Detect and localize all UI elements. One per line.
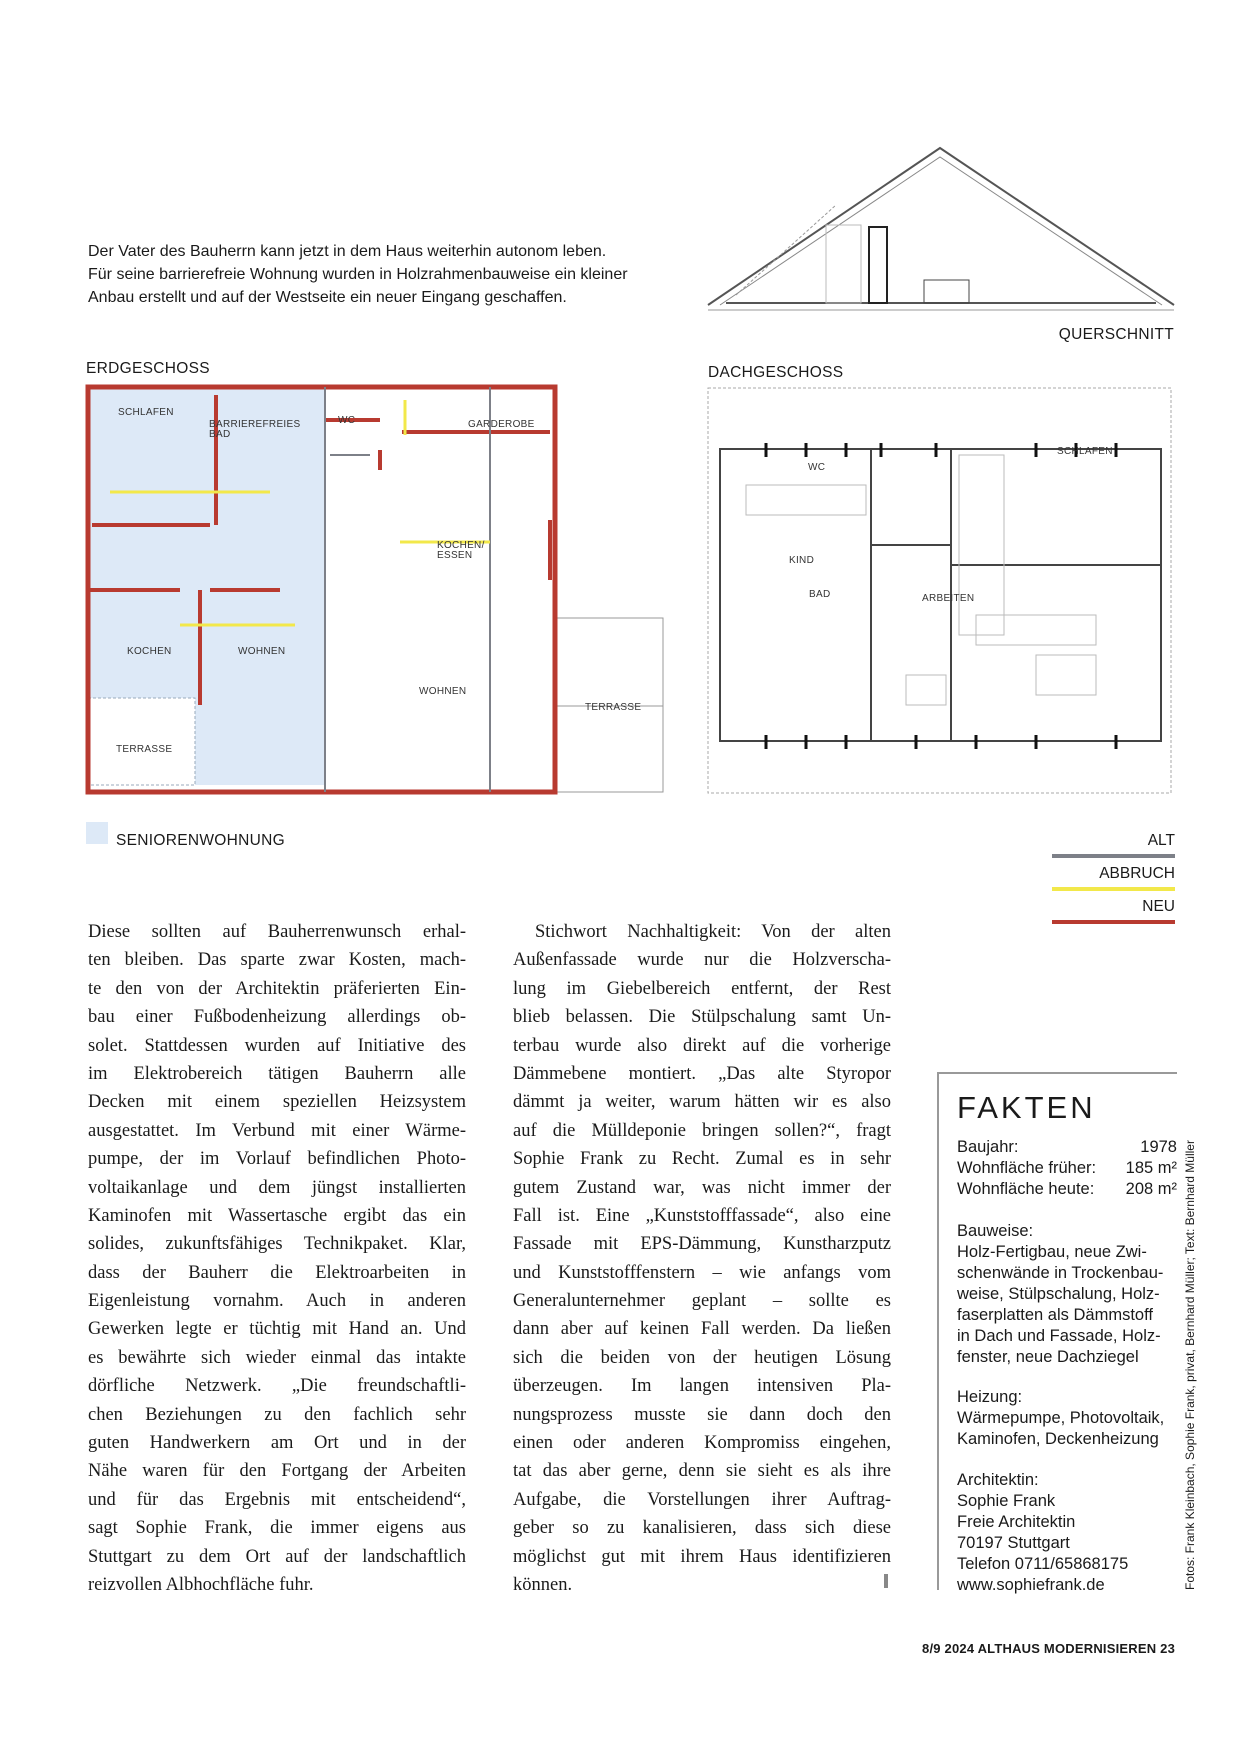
body-text-line: und Kunststofffenstern – wie anfangs vom [513, 1262, 891, 1283]
body-text-line: gutem Zustand war, was nicht immer der [513, 1177, 891, 1198]
fact-line: schenwände in Trockenbau- [957, 1264, 1164, 1282]
attic-floor-plan [706, 385, 1176, 797]
body-text-line: reizvollen Albhochfläche fuhr. [88, 1574, 314, 1595]
fact-value: 1978 [1140, 1138, 1177, 1156]
body-text-line: Dämmebene montiert. „Das alte Styropor [513, 1063, 891, 1084]
fact-value: 185 m² [1125, 1159, 1177, 1177]
body-text-line: können. [513, 1574, 573, 1595]
architect-website-link[interactable]: www.sophiefrank.de [957, 1576, 1105, 1594]
room-bad: BARRIEREFREIES [209, 419, 301, 430]
fact-line: fenster, neue Dachziegel [957, 1348, 1139, 1366]
legend-alt-line [1052, 854, 1175, 858]
body-text-middle-column [513, 918, 891, 1599]
fact-label: Wohnfläche früher: [957, 1159, 1097, 1177]
body-text-line: Fassade mit EPS-Dämmung, Kunstharzputz [513, 1234, 891, 1255]
ground-floor-label: ERDGESCHOSS [86, 360, 210, 377]
plan-caption [88, 240, 688, 309]
body-text-line: blieb belassen. Die Stülpschalung samt Un- [513, 1007, 891, 1028]
body-text-line: im Elektrobereich tätigen Bauherrn alle [88, 1063, 466, 1084]
facts-title: FAKTEN [957, 1090, 1096, 1125]
legend-neu [1052, 898, 1175, 920]
room-kochen-essen: ESSEN [437, 550, 473, 561]
fact-label: Architektin: [957, 1471, 1039, 1489]
room-bad: BAD [209, 429, 231, 440]
body-text-line: dann aber auf keinen Fall werden. Da ließen [513, 1319, 891, 1340]
room-kochen-essen: KOCHEN/ [437, 540, 485, 551]
fact-line: Freie Architektin [957, 1513, 1076, 1531]
page-footer: 8/9 2024 ALTHAUS MODERNISIEREN 23 [922, 1641, 1175, 1656]
fact-line: Telefon 0711/65868175 [957, 1555, 1129, 1573]
facts-architektin [957, 1470, 1177, 1596]
room-arbeiten: ARBEITEN [922, 593, 975, 604]
fact-line: 70197 Stuttgart [957, 1534, 1070, 1552]
room-bad: BAD [809, 589, 831, 600]
facts-key-figures [957, 1137, 1177, 1200]
attic-floor-label: DACHGESCHOSS [708, 364, 844, 381]
room-wc: WC [338, 415, 356, 426]
legend-alt-label: ALT [1147, 832, 1175, 849]
body-text-line: überzeugen. Im langen intensiven Pla- [513, 1376, 891, 1397]
body-text-line: Decken mit einem speziellen Heizsystem [88, 1092, 466, 1113]
body-text-line: chen Beziehungen zu den fachlich sehr [88, 1404, 466, 1425]
body-text-line: Generalunternehmer geplant – sollte es [513, 1291, 891, 1312]
legend-abbruch [1052, 865, 1175, 887]
legend-neu-label: NEU [1142, 898, 1175, 915]
body-text-line: Eigenleistung vornahm. Auch in anderen [88, 1291, 466, 1312]
end-mark [884, 1574, 888, 1588]
body-text-line: Fall ist. Eine „Kunststofffassade“, also eine [513, 1205, 891, 1226]
body-text-line: ten bleiben. Das sparte zwar Kosten, mach- [88, 950, 466, 971]
body-text-line: terbau wurde also direkt auf die vorherige [513, 1035, 891, 1056]
ground-floor-plan [80, 380, 680, 800]
body-text-line: auf die Mülldeponie bringen sollen?“, fragt [513, 1120, 891, 1141]
facts-bauweise [957, 1221, 1177, 1368]
legend-abbruch-line [1052, 887, 1175, 891]
body-text-line: lung im Giebelbereich entfernt, der Rest [513, 978, 891, 999]
body-text-left-column [88, 918, 466, 1599]
body-text-line: ausgestattet. Im Verbund mit einer Wärme- [88, 1120, 466, 1141]
body-text-line: tat das aber gerne, denn sie sieht es als ihre [513, 1461, 891, 1482]
senior-legend-label: SENIORENWOHNUNG [116, 832, 285, 849]
room-terrasse: TERRASSE [585, 702, 642, 713]
caption-line: Anbau erstellt und auf der Westseite ein neuer Eingang geschaffen. [88, 289, 567, 306]
fact-line: in Dach und Fassade, Holz- [957, 1327, 1161, 1345]
body-text-line: dämmt ja weiter, warum hätten wir es also [513, 1092, 891, 1113]
room-kind: KIND [789, 555, 815, 566]
body-text-line: dörfliche Netzwerk. „Die freundschaftli- [88, 1376, 466, 1397]
caption-line: Der Vater des Bauherrn kann jetzt in dem Haus weiterhin autonom leben. [88, 243, 607, 260]
body-text-line: bau einer Fußbodenheizung allerdings ob- [88, 1007, 466, 1028]
body-text-line: Stichwort Nachhaltigkeit: Von der alten [535, 922, 891, 942]
room-wohnen: WOHNEN [419, 686, 467, 697]
body-text-line: geber so zu kanalisieren, dass sich diese [513, 1518, 891, 1539]
body-text-line: Gewerken legte er tüchtig mit Hand an. Und [88, 1319, 466, 1340]
body-text-line: voltaikanlage und dem jüngst installierten [88, 1177, 466, 1198]
body-text-line: Aufgabe, die Vorstellungen ihrer Auftrag- [513, 1489, 891, 1510]
fact-line: Wärmepumpe, Photovoltaik, [957, 1409, 1165, 1427]
body-text-line: möglichst gut mit ihrem Haus identifizieren [513, 1546, 891, 1567]
facts-heizung [957, 1387, 1177, 1450]
room-schlafen: SCHLAFEN [118, 407, 174, 418]
legend-alt [1052, 832, 1175, 854]
body-text-line: einen oder anderen Kompromiss eingehen, [513, 1433, 891, 1454]
legend-neu-line [1052, 920, 1175, 924]
room-kochen: KOCHEN [127, 646, 172, 657]
body-text-line: dass der Bauherr die Elektroarbeiten in [88, 1262, 466, 1283]
fact-line: Holz-Fertigbau, neue Zwi- [957, 1243, 1147, 1261]
facts-box [937, 1072, 1177, 1594]
photo-credits: Fotos: Frank Kleinbach, Sophie Frank, privat, Bernhard Müller; Text: Bernhard Müller [1183, 1140, 1197, 1590]
legend-abbruch-label: ABBRUCH [1099, 865, 1175, 882]
body-text-line: te den von der Architektin präferierten Ein- [88, 978, 466, 999]
body-text-line: sagt Sophie Frank, die immer eigens aus [88, 1518, 466, 1539]
cross-section-drawing [706, 145, 1176, 320]
body-text-line: Sophie Frank zu Recht. Zumal es in sehr [513, 1149, 891, 1170]
body-text-line: Stuttgart zu dem Ort auf der landschaftlich [88, 1546, 466, 1567]
fact-line: Kaminofen, Deckenheizung [957, 1430, 1159, 1448]
fact-value: 208 m² [1125, 1180, 1177, 1198]
fact-label: Heizung: [957, 1388, 1023, 1406]
body-text-line: Nähe waren für den Fortgang der Arbeiten [88, 1461, 466, 1482]
body-text-line: und für das Ergebnis mit entscheidend“, [88, 1489, 466, 1510]
body-text-line: solet. Stattdessen wurden auf Initiative des [88, 1035, 466, 1056]
body-text-line: nungsprozess musste sie dann doch den [513, 1404, 891, 1425]
body-text-line: Diese sollten auf Bauherrenwunsch erhal- [88, 922, 466, 942]
senior-legend-swatch [86, 822, 108, 844]
body-text-line: guten Handwerkern am Ort und in der [88, 1433, 466, 1454]
fact-line: weise, Stülpschalung, Holz- [957, 1285, 1160, 1303]
fact-label: Wohnfläche heute: [957, 1180, 1095, 1198]
body-text-line: solides, zukunftsfähiges Technikpaket. Klar, [88, 1234, 466, 1255]
room-garderobe: GARDEROBE [468, 419, 535, 430]
fact-line: faserplatten als Dämmstoff [957, 1306, 1153, 1324]
fact-line: Sophie Frank [957, 1492, 1056, 1510]
caption-line: Für seine barrierefreie Wohnung wurden in Holzrahmenbauweise ein kleiner [88, 266, 628, 283]
room-schlafen: SCHLAFEN [1057, 446, 1113, 457]
fact-label: Baujahr: [957, 1138, 1019, 1156]
cross-section-label: QUERSCHNITT [1058, 326, 1174, 343]
body-text-line: es bewährte sich wieder einmal das intakte [88, 1347, 466, 1368]
body-text-line: pumpe, der im Vorlauf befindlichen Photo- [88, 1149, 466, 1170]
body-text-line: Kaminofen mit Wassertasche ergibt das ein [88, 1205, 466, 1226]
fact-label: Bauweise: [957, 1222, 1034, 1240]
body-text-line: Außenfassade wurde nur die Holzverscha- [513, 950, 891, 971]
room-wohnen-senior: WOHNEN [238, 646, 286, 657]
body-text-line: sich die beiden von der heutigen Lösung [513, 1347, 891, 1368]
room-wc: WC [808, 462, 826, 473]
room-terrasse: TERRASSE [116, 744, 173, 755]
